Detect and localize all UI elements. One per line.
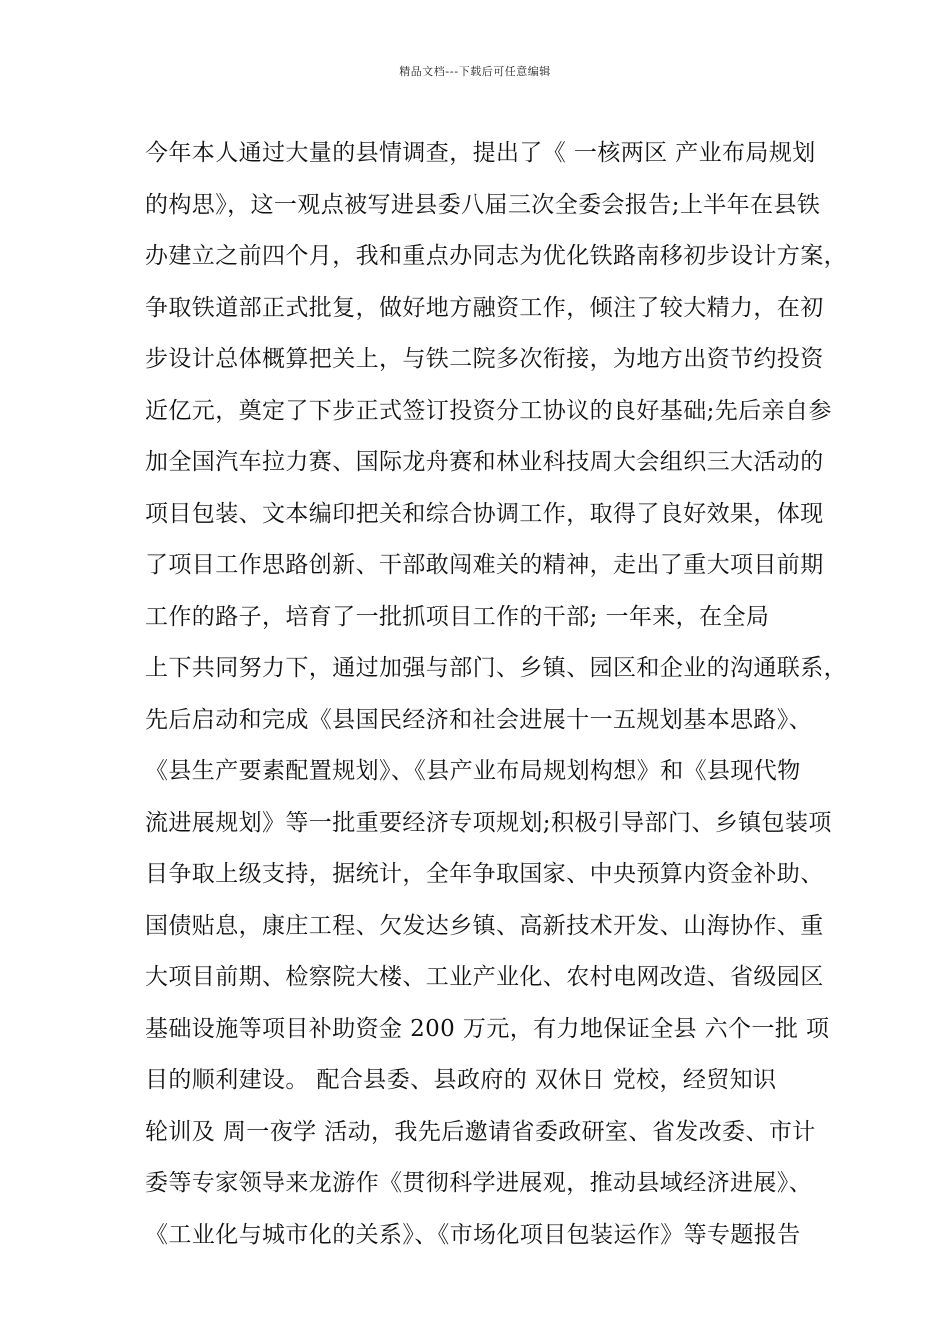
text-line: 轮训及 周一夜学 活动，我先后邀请省委政研室、省发改委、市计 (145, 1118, 816, 1145)
text-line: 流进展规划》等一批重要经济专项规划;积极引导部门、乡镇包装项 (145, 809, 832, 836)
text-line: 《工业化与城市化的关系》、《市场化项目包装运作》等专题报告 (145, 1221, 801, 1248)
text-line: 上下共同努力下，通过加强与部门、乡镇、园区和企业的沟通联系， (145, 655, 847, 681)
text-line: 加全国汽车拉力赛、国际龙舟赛和林业科技周大会组织三大活动的 (145, 449, 824, 475)
text-line: 国债贴息，康庄工程、欠发达乡镇、高新技术开发、山海协作、重 (145, 912, 824, 939)
text-line: 步设计总体概算把关上，与铁二院多次衔接，为地方出资节约投资 (145, 346, 824, 372)
text-line: 的构思》，这一观点被写进县委八届三次全委会报告;上半年在县铁 (145, 191, 821, 218)
text-line: 目的顺利建设。 配合县委、县政府的 双休日 党校，经贸知识 (145, 1067, 777, 1093)
text-line: 大项目前期、检察院大楼、工业产业化、农村电网改造、省级园区 (145, 964, 824, 990)
text-line: 今年本人通过大量的县情调查，提出了《 一核两区 产业布局规划 (145, 140, 816, 166)
text-line: 目争取上级支持，据统计，全年争取国家、中央预算内资金补助、 (145, 861, 824, 887)
text-line: 项目包装、文本编印把关和综合协调工作，取得了良好效果，体现 (145, 500, 824, 527)
text-line: 争取铁道部正式批复，做好地方融资工作，倾注了较大精力，在初 (145, 294, 824, 321)
text-line: 《县生产要素配置规划》、《县产业布局规划构想》和《县现代物 (145, 758, 801, 784)
text-line: 近亿元，奠定了下步正式签订投资分工协议的良好基础;先后亲自参 (145, 397, 832, 424)
text-line: 办建立之前四个月，我和重点办同志为优化铁路南移初步设计方案， (145, 243, 847, 269)
page-header: 精品文档---下载后可任意编辑 (399, 65, 551, 78)
body-text (145, 128, 847, 1261)
text-line: 工作的路子，培育了一批抓项目工作的干部; 一年来，在全局 (145, 603, 770, 630)
text-line: 基础设施等项目补助资金 200 万元，有力地保证全县 六个一批 项 (145, 1015, 830, 1042)
text-line: 先后启动和完成《县国民经济和社会进展十一五规划基本思路》、 (145, 706, 813, 733)
text-line: 委等专家领导来龙游作《贯彻科学进展观，推动县域经济进展》、 (145, 1170, 813, 1196)
text-line: 了项目工作思路创新、干部敢闯难关的精神，走出了重大项目前期 (145, 552, 824, 578)
